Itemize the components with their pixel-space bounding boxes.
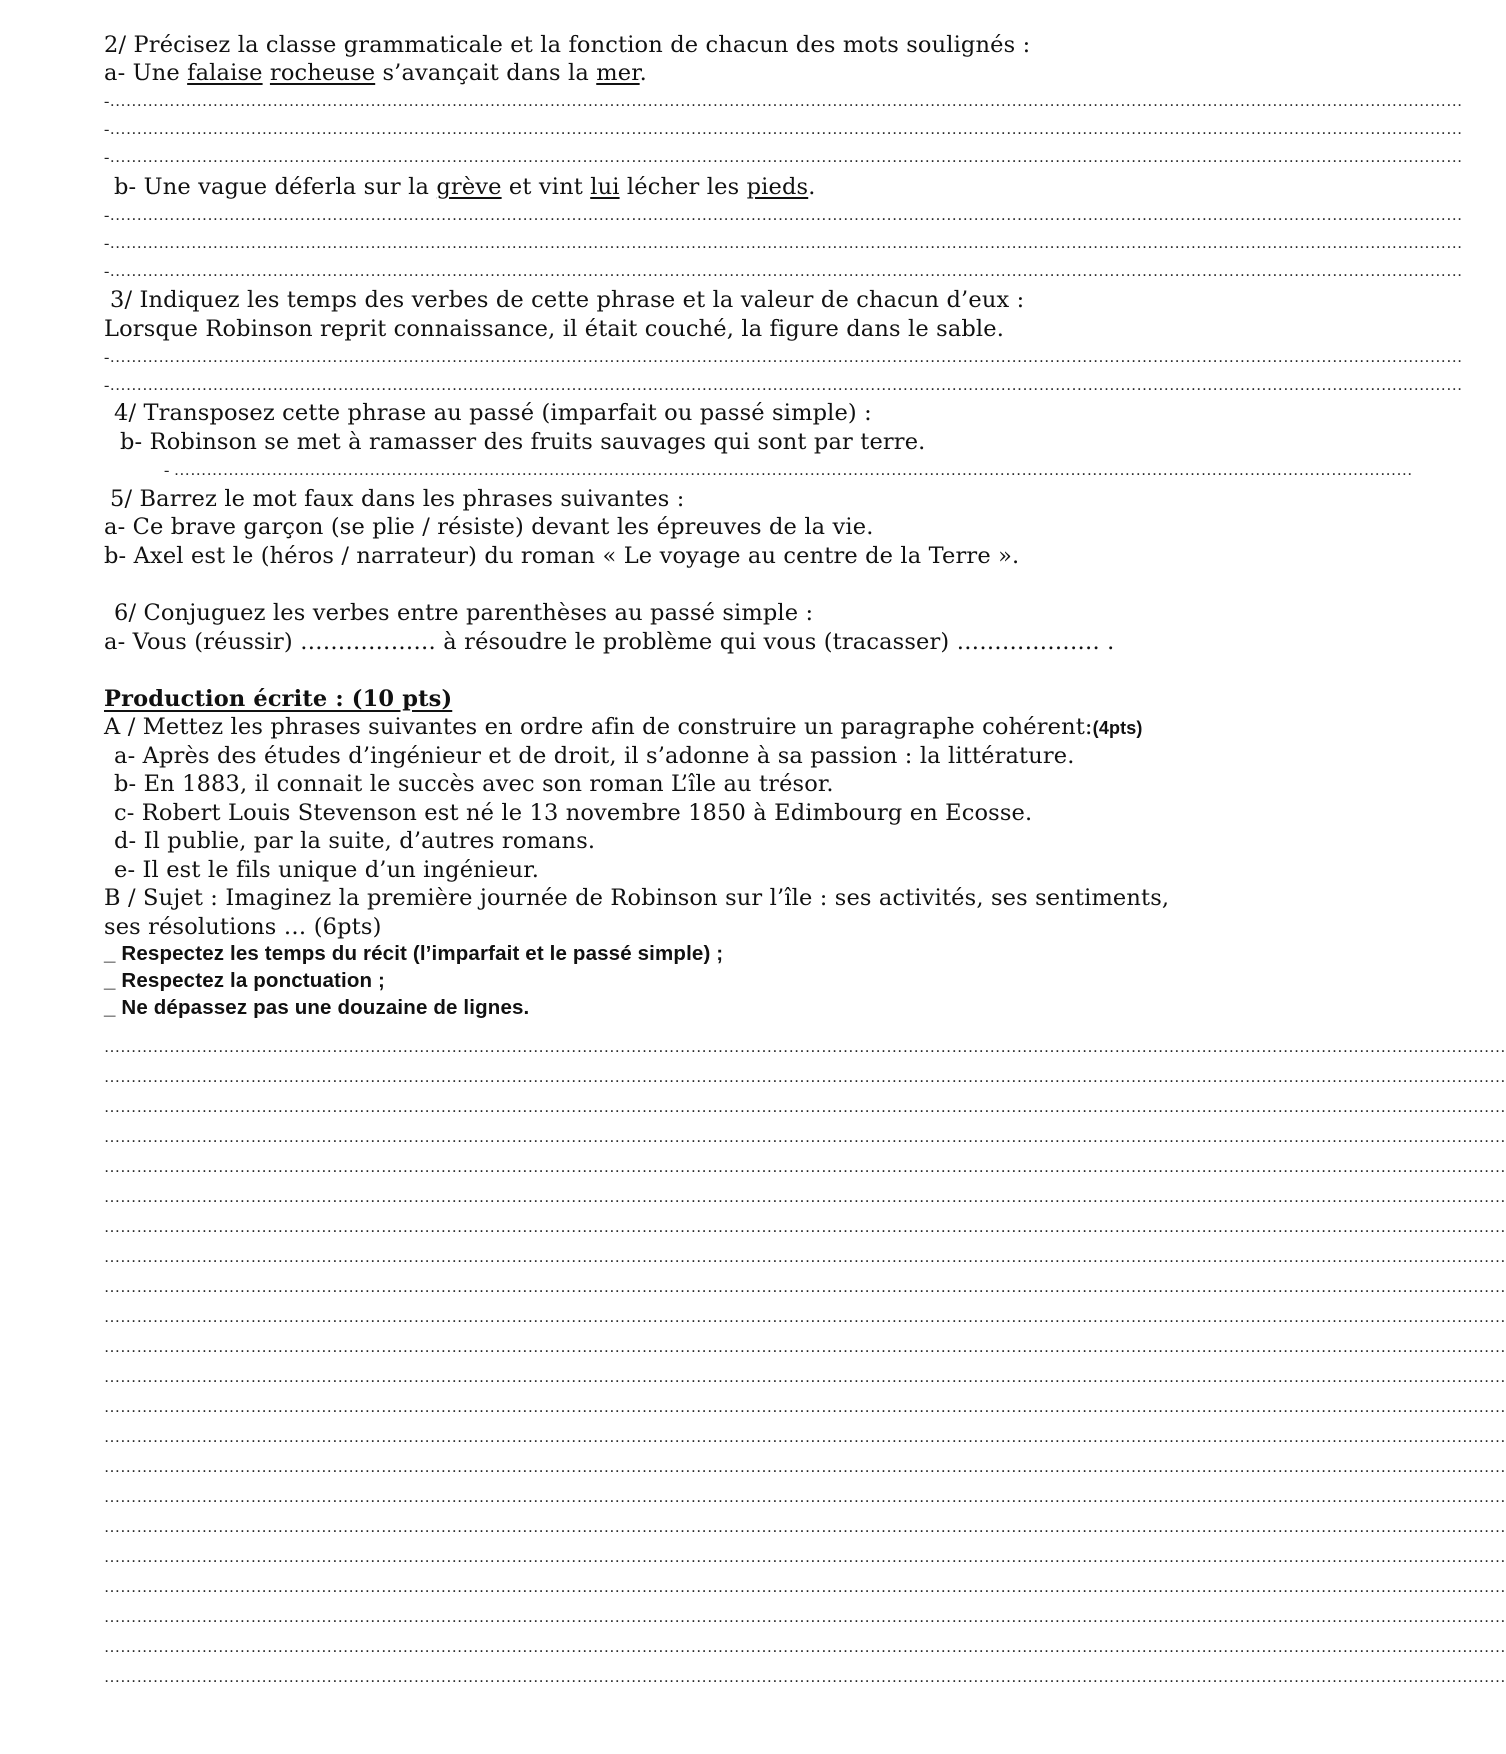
underlined-word: rocheuse [269,60,376,86]
writing-line[interactable]: …………………………………………………………………………………………………………………………………………………………………………………………………………………………………… [104,1459,1506,1476]
answer-line[interactable]: -…………………………………………………………………………………………………………………………………………………………………………………………………………………………… [104,263,1463,280]
underlined-word: pieds [746,174,809,200]
writing-line[interactable]: …………………………………………………………………………………………………………………………………………………………………………………………………………………………………… [104,1279,1506,1296]
q2-sentence-b: b- Une vague déferla sur la grève et vint lui lécher les pieds. [114,174,816,200]
writing-line[interactable]: …………………………………………………………………………………………………………………………………………………………………………………………………………………………………… [104,1429,1506,1446]
underlined-word: falaise [187,60,263,86]
writing-line[interactable]: …………………………………………………………………………………………………………………………………………………………………………………………………………………………………… [104,1369,1506,1386]
answer-line[interactable]: -…………………………………………………………………………………………………………………………………………………………………………………………………………………………… [104,377,1463,394]
writing-line[interactable]: …………………………………………………………………………………………………………………………………………………………………………………………………………………………………… [104,1639,1506,1656]
writing-line[interactable]: …………………………………………………………………………………………………………………………………………………………………………………………………………………………………… [104,1309,1506,1326]
underlined-word: mer [596,60,640,86]
writing-line[interactable]: …………………………………………………………………………………………………………………………………………………………………………………………………………………………………… [104,1669,1506,1686]
part-a-item: d- Il publie, par la suite, d’autres romans. [114,828,596,854]
q6-instruction: 6/ Conjuguez les verbes entre parenthèses au passé simple : [114,600,814,626]
writing-line[interactable]: …………………………………………………………………………………………………………………………………………………………………………………………………………………………………… [104,1339,1506,1356]
writing-line[interactable]: …………………………………………………………………………………………………………………………………………………………………………………………………………………………………… [104,1549,1506,1566]
writing-line[interactable]: …………………………………………………………………………………………………………………………………………………………………………………………………………………………………… [104,1219,1506,1236]
writing-line[interactable]: …………………………………………………………………………………………………………………………………………………………………………………………………………………………………… [104,1519,1506,1536]
q3-sentence: Lorsque Robinson reprit connaissance, il était couché, la figure dans le sable. [104,316,1005,342]
writing-line[interactable]: …………………………………………………………………………………………………………………………………………………………………………………………………………………………………… [104,1579,1506,1596]
part-b-rule: _ Respectez les temps du récit (l’imparfait et le passé simple) ; [104,942,724,965]
answer-line[interactable]: -…………………………………………………………………………………………………………………………………………………………………………………………………………………………… [104,235,1463,252]
part-b-rule: _ Respectez la ponctuation ; [104,969,385,992]
writing-line[interactable]: …………………………………………………………………………………………………………………………………………………………………………………………………………………………………… [104,1399,1506,1416]
part-a-item: c- Robert Louis Stevenson est né le 13 novembre 1850 à Edimbourg en Ecosse. [114,800,1033,826]
writing-line[interactable]: …………………………………………………………………………………………………………………………………………………………………………………………………………………………………… [104,1189,1506,1206]
answer-line[interactable]: -…………………………………………………………………………………………………………………………………………………………………………………………………………………………… [104,149,1463,166]
q4-sentence: b- Robinson se met à ramasser des fruits sauvages qui sont par terre. [120,429,926,455]
part-a-item: a- Après des études d’ingénieur et de droit, il s’adonne à sa passion : la littérature. [114,743,1075,769]
q4-instruction: 4/ Transposez cette phrase au passé (imparfait ou passé simple) : [114,400,872,426]
part-a-instruction: A / Mettez les phrases suivantes en ordre afin de construire un paragraphe cohérent:(4pts) [104,714,1143,740]
q2-sentence-a: a- Une falaise rocheuse s’avançait dans la mer. [104,60,647,86]
writing-line[interactable]: …………………………………………………………………………………………………………………………………………………………………………………………………………………………………… [104,1159,1506,1176]
q5-sentence-a: a- Ce brave garçon (se plie / résiste) devant les épreuves de la vie. [104,514,874,540]
writing-line[interactable]: …………………………………………………………………………………………………………………………………………………………………………………………………………………………………… [104,1129,1506,1146]
part-b-subject-line1: B / Sujet : Imaginez la première journée de Robinson sur l’île : ses activités, ses sentiments, [104,885,1170,911]
writing-line[interactable]: …………………………………………………………………………………………………………………………………………………………………………………………………………………………………… [104,1489,1506,1506]
writing-line[interactable]: …………………………………………………………………………………………………………………………………………………………………………………………………………………………………… [104,1609,1506,1626]
answer-line[interactable]: -…………………………………………………………………………………………………………………………………………………………………………………………………………………………… [104,93,1463,110]
q3-instruction: 3/ Indiquez les temps des verbes de cette phrase et la valeur de chacun d’eux : [110,287,1025,313]
underlined-word: lui [590,174,620,200]
production-heading: Production écrite : (10 pts) [104,686,453,712]
writing-line[interactable]: …………………………………………………………………………………………………………………………………………………………………………………………………………………………………… [104,1069,1506,1086]
part-a-item: b- En 1883, il connait le succès avec son roman L’île au trésor. [114,771,834,797]
answer-line[interactable]: - ………………………………………………………………………………………………………………………………………………………………………………………………………… [164,462,1413,479]
answer-line[interactable]: -…………………………………………………………………………………………………………………………………………………………………………………………………………………………… [104,121,1463,138]
q5-sentence-b: b- Axel est le (héros / narrateur) du roman « Le voyage au centre de la Terre ». [104,543,1020,569]
writing-line[interactable]: …………………………………………………………………………………………………………………………………………………………………………………………………………………………………… [104,1039,1506,1056]
q5-instruction: 5/ Barrez le mot faux dans les phrases suivantes : [110,486,685,512]
writing-line[interactable]: …………………………………………………………………………………………………………………………………………………………………………………………………………………………………… [104,1099,1506,1116]
q6-sentence-a: a- Vous (réussir) ……………… à résoudre le problème qui vous (tracasser) ………………. . [104,629,1115,655]
part-a-points: (4pts) [1092,718,1143,738]
writing-line[interactable]: …………………………………………………………………………………………………………………………………………………………………………………………………………………………………… [104,1249,1506,1266]
underlined-word: grève [436,174,502,200]
part-b-rule: _ Ne dépassez pas une douzaine de lignes. [104,996,530,1019]
answer-line[interactable]: -…………………………………………………………………………………………………………………………………………………………………………………………………………………………… [104,207,1463,224]
part-a-item: e- Il est le fils unique d’un ingénieur. [114,857,540,883]
answer-line[interactable]: -…………………………………………………………………………………………………………………………………………………………………………………………………………………………… [104,349,1463,366]
q2-instruction: 2/ Précisez la classe grammaticale et la fonction de chacun des mots soulignés : [104,32,1031,58]
part-b-subject-line2: ses résolutions … (6pts) [104,914,382,940]
